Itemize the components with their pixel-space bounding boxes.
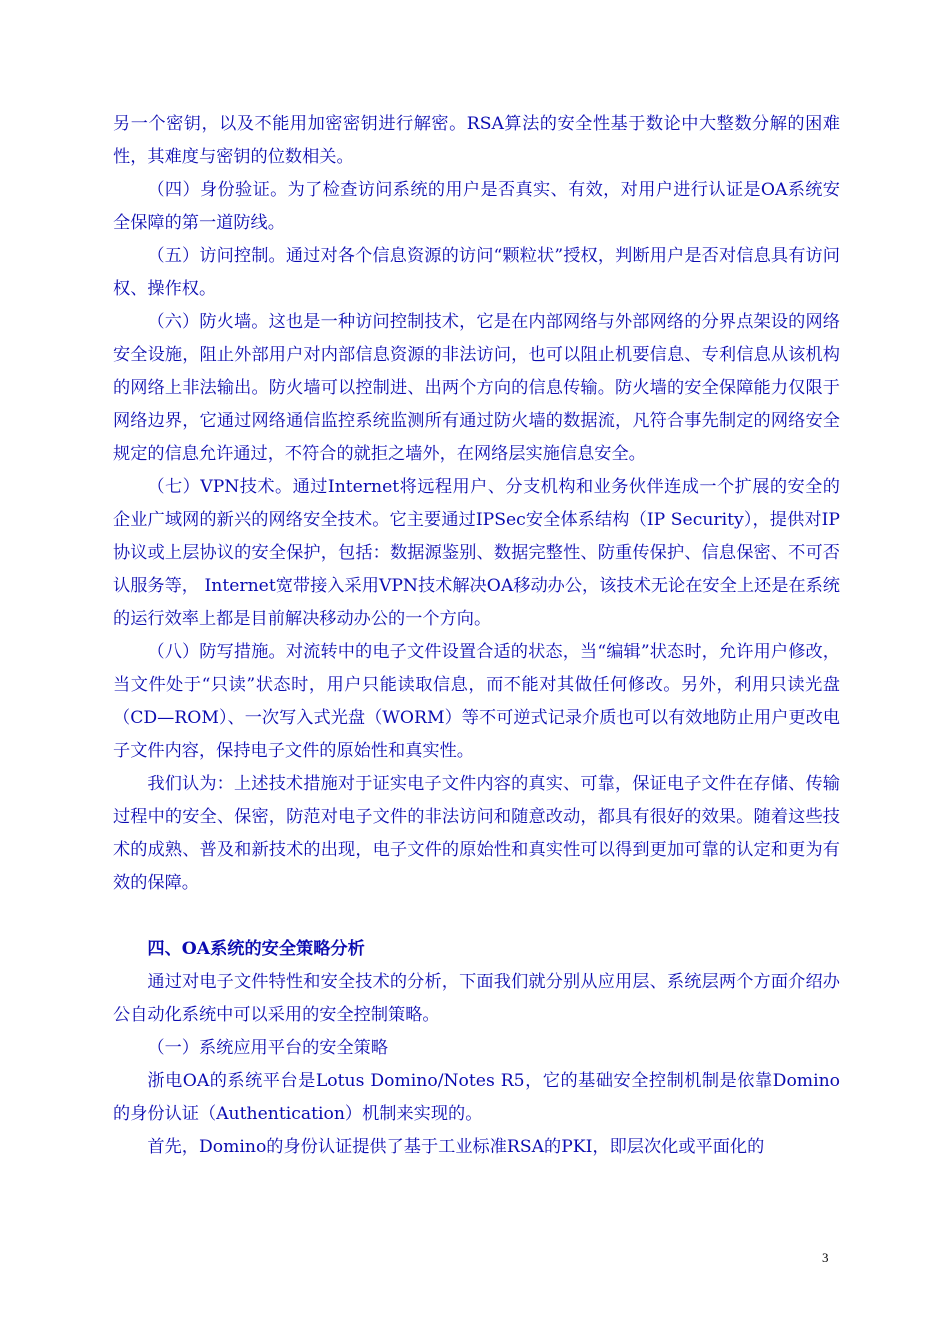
document-body <box>113 108 840 1164</box>
paragraph-write-protection: （八）防写措施。对流转中的电子文件设置合适的状态，当“编辑”状态时，允许用户修改，当文件处于“只读”状态时，用户只能读取信息，而不能对其做任何修改。另外，利用只读光盘（CD—ROM）、一次写入式光盘（WORM）等不可逆式记录介质也可以有效地防止用户更改电子文件内容，保持电子文件的原始性和真实性。 <box>113 642 840 761</box>
page-number: 3 <box>822 1250 829 1265</box>
paragraph-vpn: （七）VPN技术。通过Internet将远程用户、分支机构和业务伙伴连成一个扩展的安全的企业广域网的新兴的网络安全技术。它主要通过IPSec安全体系结构（IP Security），提供对IP协议或上层协议的安全保护，包括：数据源鉴别、数据完整性、防重传保护、信息保密、不可否认服务等， Internet宽带接入采用VPN技术解决OA移动办公，该技术无论在安全上还是在系统的运行效率上都是目前解决移动办公的一个方向。 <box>113 477 840 629</box>
paragraph-firewall: （六）防火墙。这也是一种访问控制技术，它是在内部网络与外部网络的分界点架设的网络安全设施，阻止外部用户对内部信息资源的非法访问，也可以阻止机要信息、专利信息从该机构的网络上非法输出。防火墙可以控制进、出两个方向的信息传输。防火墙的安全保障能力仅限于网络边界，它通过网络通信监控系统监测所有通过防火墙的数据流，凡符合事先制定的网络安全规定的信息允许通过，不符合的就拒之墙外，在网络层实施信息安全。 <box>113 312 840 464</box>
subheading-platform-strategy: （一）系统应用平台的安全策略 <box>147 1038 389 1058</box>
paragraph-access-control: （五）访问控制。通过对各个信息资源的访问“颗粒状”授权，判断用户是否对信息具有访问权、操作权。 <box>113 246 840 299</box>
section-heading: 四、OA系统的安全策略分析 <box>147 939 365 959</box>
paragraph-conclusion: 我们认为：上述技术措施对于证实电子文件内容的真实、可靠，保证电子文件在存储、传输过程中的安全、保密，防范对电子文件的非法访问和随意改动，都具有很好的效果。随着这些技术的成熟、普及和新技术的出现，电子文件的原始性和真实性可以得到更加可靠的认定和更为有效的保障。 <box>113 774 840 893</box>
paragraph-strategy-intro: 通过对电子文件特性和安全技术的分析，下面我们就分别从应用层、系统层两个方面介绍办公自动化系统中可以采用的安全控制策略。 <box>113 972 840 1025</box>
paragraph-domino-platform: 浙电OA的系统平台是Lotus Domino/Notes R5，它的基础安全控制机制是依靠Domino的身份认证（Authentication）机制来实现的。 <box>113 1071 840 1124</box>
paragraph-domino-auth: 首先，Domino的身份认证提供了基于工业标准RSA的PKI，即层次化或平面化的 <box>147 1137 765 1157</box>
paragraph-rsa-continuation: 另一个密钥，以及不能用加密密钥进行解密。RSA算法的安全性基于数论中大整数分解的困难性，其难度与密钥的位数相关。 <box>113 114 840 167</box>
paragraph-identity-verification: （四）身份验证。为了检查访问系统的用户是否真实、有效，对用户进行认证是OA系统安全保障的第一道防线。 <box>113 180 840 233</box>
